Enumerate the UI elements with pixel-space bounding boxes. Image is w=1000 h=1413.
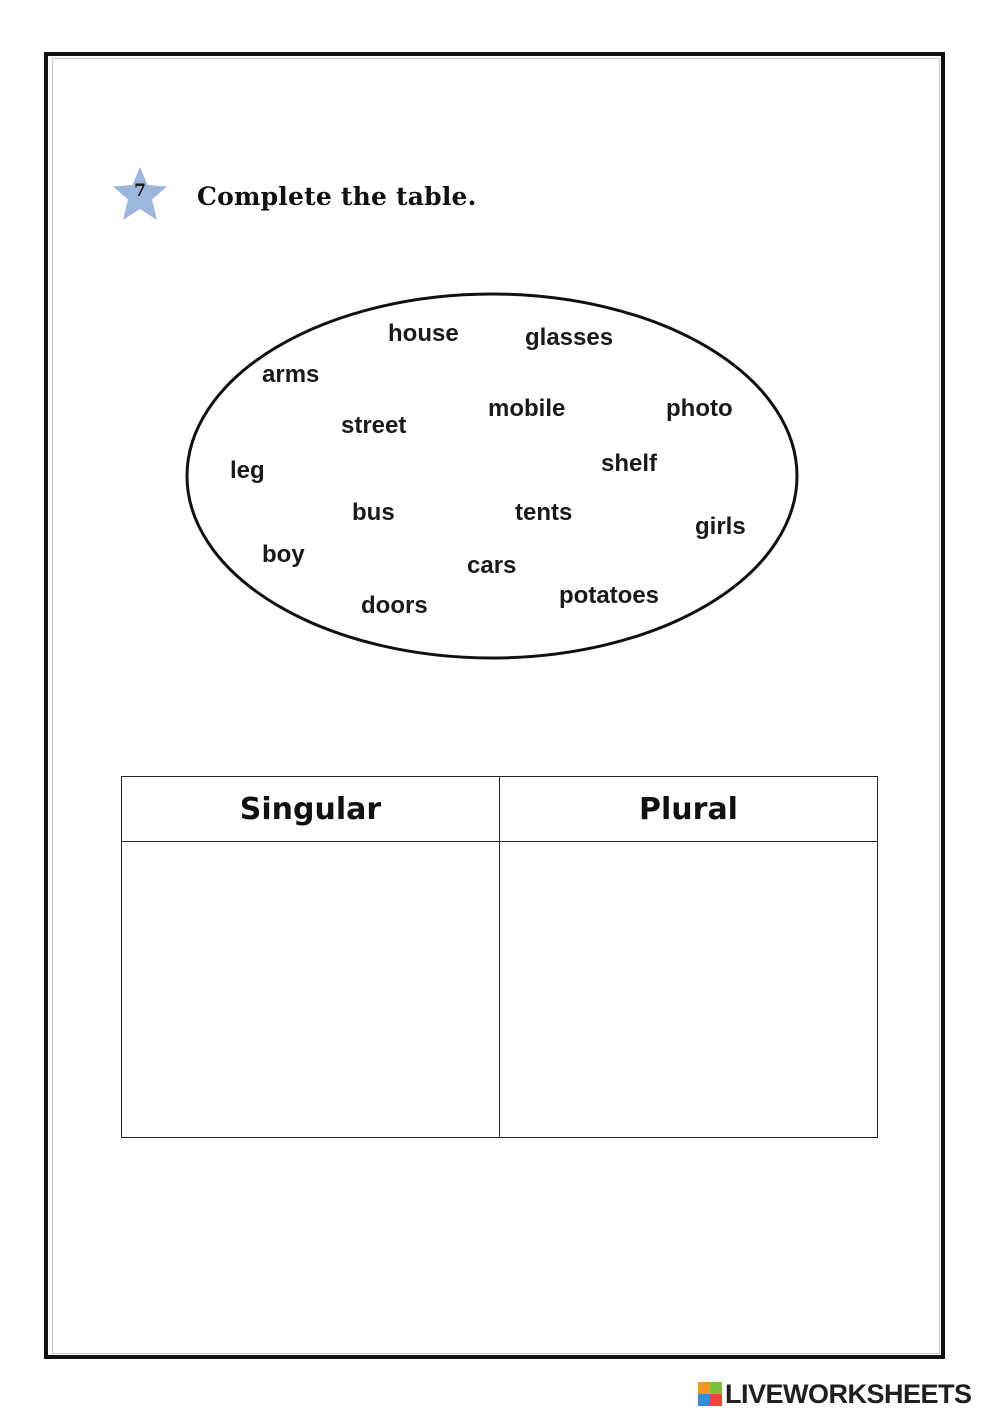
singular-column-header: Singular xyxy=(122,777,500,842)
plural-answer-area[interactable] xyxy=(500,842,878,1138)
exercise-instruction: Complete the table. xyxy=(197,182,477,211)
word-bank-item: house xyxy=(388,320,459,347)
singular-plural-table xyxy=(121,776,878,1138)
word-bank-item: bus xyxy=(352,499,395,526)
word-bank-item: arms xyxy=(262,361,320,388)
word-bank-item: potatoes xyxy=(559,582,660,609)
word-bank-item: street xyxy=(341,412,407,439)
plural-column-header: Plural xyxy=(500,777,878,842)
word-bank-item: shelf xyxy=(601,450,658,477)
word-bank-item: doors xyxy=(361,592,428,619)
exercise-number-badge xyxy=(110,166,170,222)
word-bank-item: leg xyxy=(230,457,265,484)
exercise-number: 7 xyxy=(134,181,146,201)
word-bank-item: tents xyxy=(515,499,573,526)
word-bank-item: girls xyxy=(695,513,746,540)
word-bank-ellipse xyxy=(185,292,799,660)
word-bank-item: glasses xyxy=(525,324,614,351)
word-bank-item: cars xyxy=(467,552,517,579)
word-bank-item: mobile xyxy=(488,395,566,422)
singular-answer-area[interactable] xyxy=(122,842,500,1138)
liveworksheets-logo-text: LIVEWORKSHEETS xyxy=(725,1378,972,1409)
liveworksheets-logo[interactable] xyxy=(698,1380,972,1408)
page-inner-border xyxy=(52,58,940,1354)
liveworksheets-icon xyxy=(698,1382,722,1406)
word-bank-item: boy xyxy=(262,541,305,568)
word-bank-item: photo xyxy=(666,395,733,422)
